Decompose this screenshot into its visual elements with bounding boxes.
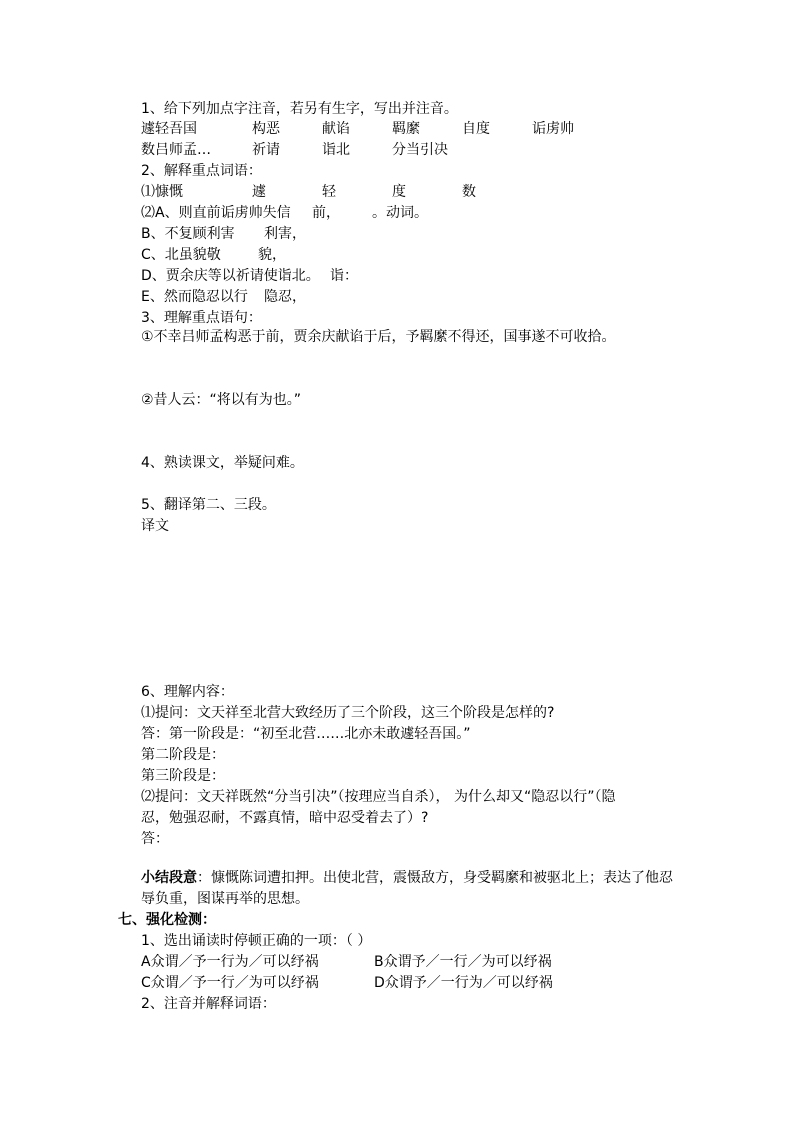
q1-word: 构恶 bbox=[252, 121, 280, 137]
q2-item: D、贾余庆等以祈请使诣北。 bbox=[141, 268, 320, 284]
q1-word: 自度 bbox=[462, 121, 490, 137]
q2-item-word: 利害， bbox=[264, 226, 306, 242]
summary-line-2: 辱负重，图谋再举的思想。 bbox=[141, 891, 309, 907]
summary-label: 小结段意 bbox=[141, 870, 197, 886]
q6-stage-2: 第二阶段是： bbox=[141, 747, 225, 763]
section-7-question-1: 1、选出诵读时停顿正确的一项：（ ） bbox=[141, 933, 372, 949]
q5-label: 译文 bbox=[141, 518, 169, 534]
q3-heading: 3、理解重点语句： bbox=[141, 310, 262, 326]
q6-part2-question: ⑵提问：文天祥既然“分当引决”（按理应当自杀）， 为什么却又“隐忍以行”（隐 bbox=[141, 789, 616, 805]
q2-word: 数 bbox=[462, 184, 476, 200]
q1-heading: 1、给下列加点字注音，若另有生字，写出并注音。 bbox=[141, 101, 458, 117]
q1-word: 羁縻 bbox=[392, 121, 420, 137]
q2-item: E、然而隐忍以行 bbox=[141, 289, 248, 305]
q2-item-word: 诣： bbox=[330, 268, 358, 284]
section-7-heading: 七、强化检测： bbox=[118, 912, 216, 928]
summary-line-1 bbox=[141, 869, 673, 887]
q3-sentence-1: ①不幸吕师孟构恶于前，贾余庆献谄于后，予羁縻不得还，国事遂不可收拾。 bbox=[141, 329, 616, 345]
q6-part2-question-cont: 忍，勉强忍耐，不露真情，暗中忍受着去了）? bbox=[141, 810, 429, 826]
q5-text: 5、翻译第二、三段。 bbox=[141, 497, 276, 513]
q2-item-word: 貌， bbox=[258, 247, 286, 263]
q2-word: ⑴慷慨 bbox=[141, 184, 183, 200]
q2-word: 度 bbox=[392, 184, 406, 200]
q1-word: 诣北 bbox=[322, 142, 350, 158]
option-a: A众谓／予一行为／可以纾祸 bbox=[141, 954, 319, 970]
q6-stage-3: 第三阶段是： bbox=[141, 768, 225, 784]
q1-word: 诟虏帅 bbox=[532, 121, 574, 137]
q2-word: 遽 bbox=[252, 184, 266, 200]
q2-item-a-word: 前， bbox=[312, 205, 340, 221]
q3-sentence-2: ②昔人云：“将以有为也。” bbox=[141, 392, 302, 408]
q1-word: 数吕师孟… bbox=[141, 142, 211, 158]
option-d: D众谓予／一行为／可以纾祸 bbox=[374, 975, 553, 991]
q6-part1-answer: 答：第一阶段是：“初至北营……北亦未敢遽轻吾国。” bbox=[141, 726, 471, 742]
q2-item: C、北虽貌敬 bbox=[141, 247, 221, 263]
q2-item: B、不复顾利害 bbox=[141, 226, 235, 242]
q1-word: 遽轻吾国 bbox=[141, 121, 197, 137]
q6-part1-question: ⑴提问：文天祥至北营大致经历了三个阶段，这三个阶段是怎样的? bbox=[141, 705, 555, 721]
q2-item-word: 隐忍， bbox=[264, 289, 306, 305]
summary-text: ：慷慨陈词遭扣押。出使北营，震慑敌方，身受羁縻和被驱北上；表达了他忍 bbox=[197, 870, 673, 886]
q2-item-a: ⑵A、则直前诟虏帅失信 bbox=[141, 205, 291, 221]
q6-part2-answer: 答： bbox=[141, 831, 169, 847]
q1-word: 分当引决 bbox=[392, 142, 448, 158]
q4-text: 4、熟读课文，举疑问难。 bbox=[141, 455, 304, 471]
q2-word: 轻 bbox=[322, 184, 336, 200]
q1-word: 祈请 bbox=[252, 142, 280, 158]
q1-word: 献谄 bbox=[322, 121, 350, 137]
q2-item-a-note: 。动词。 bbox=[372, 205, 428, 221]
option-b: B众谓予／一行／为可以纾祸 bbox=[374, 954, 552, 970]
q2-heading: 2、解释重点词语： bbox=[141, 163, 262, 179]
option-c: C众谓／予一行／为可以纾祸 bbox=[141, 975, 319, 991]
q6-heading: 6、理解内容： bbox=[141, 684, 234, 700]
section-7-question-2: 2、注音并解释词语： bbox=[141, 996, 276, 1012]
